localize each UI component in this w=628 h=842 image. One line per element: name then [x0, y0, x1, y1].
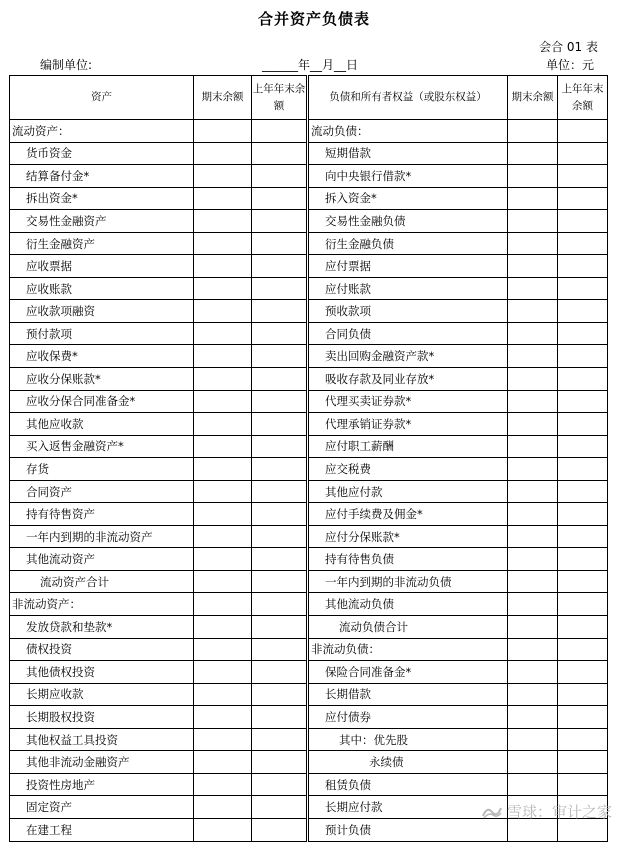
- liability-prev-balance-cell: [558, 706, 608, 729]
- meta-row: [0, 56, 628, 72]
- asset-end-balance-cell: [194, 255, 252, 278]
- asset-item-label: 应收款项融资: [10, 300, 194, 323]
- asset-prev-balance-cell: [252, 232, 308, 255]
- liability-item-label: 其他应付款: [308, 480, 508, 503]
- asset-prev-balance-cell: [252, 322, 308, 345]
- liability-prev-balance-cell: [558, 435, 608, 458]
- liability-end-balance-cell: [508, 255, 558, 278]
- table-row: [10, 773, 608, 796]
- liability-end-balance-cell: [508, 142, 558, 165]
- asset-item-label: 其他债权投资: [10, 661, 194, 684]
- liability-item-label: 应付账款: [308, 277, 508, 300]
- asset-item-label: 应收分保合同准备金*: [10, 390, 194, 413]
- liability-end-balance-cell: [508, 165, 558, 188]
- asset-item-label: 在建工程: [10, 818, 194, 841]
- liability-item-label: 预计负债: [308, 818, 508, 841]
- liability-prev-balance-cell: [558, 525, 608, 548]
- liability-end-balance-cell: [508, 322, 558, 345]
- liability-prev-balance-cell: [558, 413, 608, 436]
- table-row: [10, 165, 608, 188]
- asset-item-label: 拆出资金*: [10, 187, 194, 210]
- table-row: [10, 413, 608, 436]
- asset-end-balance-cell: [194, 458, 252, 481]
- asset-item-label: 存货: [10, 458, 194, 481]
- asset-prev-balance-cell: [252, 368, 308, 391]
- asset-item-label: 应收票据: [10, 255, 194, 278]
- asset-prev-balance-cell: [252, 142, 308, 165]
- table-row: [10, 570, 608, 593]
- liability-prev-balance-cell: [558, 368, 608, 391]
- table-row: [10, 728, 608, 751]
- liability-prev-balance-cell: [558, 683, 608, 706]
- table-row: [10, 142, 608, 165]
- liability-item-label: 应交税费: [308, 458, 508, 481]
- asset-end-balance-cell: [194, 120, 252, 143]
- liability-end-balance-cell: [508, 300, 558, 323]
- liability-prev-balance-cell: [558, 345, 608, 368]
- asset-prev-balance-cell: [252, 210, 308, 233]
- table-row: [10, 435, 608, 458]
- asset-end-balance-cell: [194, 683, 252, 706]
- liability-end-balance-cell: [508, 435, 558, 458]
- table-row: [10, 638, 608, 661]
- asset-end-balance-cell: [194, 593, 252, 616]
- liability-end-balance-cell: [508, 548, 558, 571]
- table-header-row: [10, 76, 608, 120]
- asset-end-balance-cell: [194, 818, 252, 841]
- table-row: [10, 390, 608, 413]
- asset-end-balance-cell: [194, 773, 252, 796]
- table-row: [10, 525, 608, 548]
- compiler-label: 编制单位:: [40, 58, 93, 72]
- asset-prev-balance-cell: [252, 413, 308, 436]
- liability-end-balance-cell: [508, 413, 558, 436]
- table-row: [10, 458, 608, 481]
- asset-end-balance-cell: [194, 796, 252, 819]
- table-row: [10, 706, 608, 729]
- liability-end-balance-cell: [508, 773, 558, 796]
- table-row: [10, 232, 608, 255]
- liability-item-label: 其他流动负债: [308, 593, 508, 616]
- asset-prev-balance-cell: [252, 503, 308, 526]
- table-row: [10, 187, 608, 210]
- asset-end-balance-cell: [194, 322, 252, 345]
- liability-item-label: 应付手续费及佣金*: [308, 503, 508, 526]
- liability-item-label: 应付票据: [308, 255, 508, 278]
- liability-end-balance-cell: [508, 210, 558, 233]
- liability-end-balance-cell: [508, 570, 558, 593]
- liability-end-balance-cell: [508, 751, 558, 774]
- table-row: [10, 368, 608, 391]
- asset-prev-balance-cell: [252, 593, 308, 616]
- asset-prev-balance-cell: [252, 120, 308, 143]
- col-header-liab: 负债和所有者权益（或股东权益）: [308, 76, 508, 120]
- liability-end-balance-cell: [508, 661, 558, 684]
- col-header-asset-end: 期末余额: [194, 76, 252, 120]
- asset-prev-balance-cell: [252, 390, 308, 413]
- liability-end-balance-cell: [508, 368, 558, 391]
- asset-item-label: 长期股权投资: [10, 706, 194, 729]
- liability-prev-balance-cell: [558, 728, 608, 751]
- asset-item-label: 衍生金融资产: [10, 232, 194, 255]
- asset-prev-balance-cell: [252, 706, 308, 729]
- asset-prev-balance-cell: [252, 187, 308, 210]
- asset-end-balance-cell: [194, 480, 252, 503]
- liability-end-balance-cell: [508, 458, 558, 481]
- liability-prev-balance-cell: [558, 210, 608, 233]
- asset-end-balance-cell: [194, 661, 252, 684]
- asset-prev-balance-cell: [252, 773, 308, 796]
- liability-item-label: 长期应付款: [308, 796, 508, 819]
- liability-end-balance-cell: [508, 120, 558, 143]
- asset-item-label: 非流动资产：: [10, 593, 194, 616]
- table-row: [10, 480, 608, 503]
- liability-item-label: 非流动负债：: [308, 638, 508, 661]
- col-header-liab-end: 期末余额: [508, 76, 558, 120]
- form-number: 会合 01 表: [539, 40, 598, 54]
- liability-item-label: 租赁负债: [308, 773, 508, 796]
- liability-end-balance-cell: [508, 706, 558, 729]
- asset-item-label: 债权投资: [10, 638, 194, 661]
- asset-end-balance-cell: [194, 706, 252, 729]
- col-header-asset-prev: 上年年末余额: [252, 76, 308, 120]
- asset-prev-balance-cell: [252, 818, 308, 841]
- asset-item-label: 持有待售资产: [10, 503, 194, 526]
- asset-end-balance-cell: [194, 210, 252, 233]
- liability-prev-balance-cell: [558, 300, 608, 323]
- liability-item-label: 应付职工薪酬: [308, 435, 508, 458]
- table-row: [10, 616, 608, 639]
- liability-end-balance-cell: [508, 616, 558, 639]
- asset-end-balance-cell: [194, 277, 252, 300]
- liability-prev-balance-cell: [558, 142, 608, 165]
- liability-end-balance-cell: [508, 480, 558, 503]
- liability-item-label: 预收款项: [308, 300, 508, 323]
- table-row: [10, 255, 608, 278]
- asset-end-balance-cell: [194, 345, 252, 368]
- liability-item-label: 短期借款: [308, 142, 508, 165]
- table-row: [10, 210, 608, 233]
- liability-end-balance-cell: [508, 345, 558, 368]
- table-row: [10, 661, 608, 684]
- asset-prev-balance-cell: [252, 165, 308, 188]
- liability-prev-balance-cell: [558, 322, 608, 345]
- liability-end-balance-cell: [508, 728, 558, 751]
- liability-item-label: 代理买卖证券款*: [308, 390, 508, 413]
- liability-prev-balance-cell: [558, 255, 608, 278]
- liability-prev-balance-cell: [558, 277, 608, 300]
- asset-item-label: 长期应收款: [10, 683, 194, 706]
- liability-item-label: 卖出回购金融资产款*: [308, 345, 508, 368]
- liability-item-label: 应付债券: [308, 706, 508, 729]
- asset-prev-balance-cell: [252, 728, 308, 751]
- liability-item-label: 流动负债合计: [308, 616, 508, 639]
- liability-item-label: 其中：优先股: [308, 728, 508, 751]
- table-row: [10, 683, 608, 706]
- col-header-asset: 资产: [10, 76, 194, 120]
- asset-item-label: 预付款项: [10, 322, 194, 345]
- table-row: [10, 593, 608, 616]
- asset-end-balance-cell: [194, 728, 252, 751]
- liability-end-balance-cell: [508, 638, 558, 661]
- liability-end-balance-cell: [508, 187, 558, 210]
- asset-item-label: 合同资产: [10, 480, 194, 503]
- liability-prev-balance-cell: [558, 187, 608, 210]
- asset-item-label: 买入返售金融资产*: [10, 435, 194, 458]
- table-row: [10, 300, 608, 323]
- asset-item-label: 其他权益工具投资: [10, 728, 194, 751]
- liability-end-balance-cell: [508, 593, 558, 616]
- asset-item-label: 流动资产合计: [10, 570, 194, 593]
- asset-item-label: 流动资产：: [10, 120, 194, 143]
- liability-prev-balance-cell: [558, 751, 608, 774]
- asset-prev-balance-cell: [252, 345, 308, 368]
- watermark-text: 雪球：审计之家: [506, 803, 612, 821]
- asset-prev-balance-cell: [252, 435, 308, 458]
- liability-end-balance-cell: [508, 390, 558, 413]
- asset-end-balance-cell: [194, 413, 252, 436]
- liability-item-label: 保险合同准备金*: [308, 661, 508, 684]
- liability-item-label: 拆入资金*: [308, 187, 508, 210]
- table-row: [10, 322, 608, 345]
- liability-prev-balance-cell: [558, 548, 608, 571]
- liability-item-label: 交易性金融负债: [308, 210, 508, 233]
- liability-prev-balance-cell: [558, 480, 608, 503]
- asset-end-balance-cell: [194, 165, 252, 188]
- table-row: [10, 120, 608, 143]
- liability-prev-balance-cell: [558, 503, 608, 526]
- liability-prev-balance-cell: [558, 616, 608, 639]
- asset-end-balance-cell: [194, 368, 252, 391]
- asset-item-label: 其他应收款: [10, 413, 194, 436]
- asset-prev-balance-cell: [252, 570, 308, 593]
- asset-end-balance-cell: [194, 232, 252, 255]
- table-row: [10, 345, 608, 368]
- asset-prev-balance-cell: [252, 616, 308, 639]
- asset-end-balance-cell: [194, 570, 252, 593]
- asset-end-balance-cell: [194, 503, 252, 526]
- liability-prev-balance-cell: [558, 165, 608, 188]
- table-row: [10, 503, 608, 526]
- liability-item-label: 应付分保账款*: [308, 525, 508, 548]
- asset-prev-balance-cell: [252, 548, 308, 571]
- liability-prev-balance-cell: [558, 458, 608, 481]
- liability-end-balance-cell: [508, 503, 558, 526]
- asset-item-label: 应收保费*: [10, 345, 194, 368]
- asset-prev-balance-cell: [252, 683, 308, 706]
- asset-item-label: 应收账款: [10, 277, 194, 300]
- asset-end-balance-cell: [194, 548, 252, 571]
- asset-item-label: 固定资产: [10, 796, 194, 819]
- liability-prev-balance-cell: [558, 120, 608, 143]
- liability-item-label: 代理承销证券款*: [308, 413, 508, 436]
- snowball-logo-icon: [481, 804, 503, 820]
- balance-sheet-table: [9, 75, 608, 842]
- asset-prev-balance-cell: [252, 480, 308, 503]
- liability-item-label: 流动负债：: [308, 120, 508, 143]
- liability-item-label: 长期借款: [308, 683, 508, 706]
- table-row: [10, 548, 608, 571]
- col-header-liab-prev: 上年年末余额: [558, 76, 608, 120]
- liability-prev-balance-cell: [558, 390, 608, 413]
- asset-item-label: 其他流动资产: [10, 548, 194, 571]
- asset-item-label: 一年内到期的非流动资产: [10, 525, 194, 548]
- asset-end-balance-cell: [194, 616, 252, 639]
- asset-end-balance-cell: [194, 638, 252, 661]
- liability-end-balance-cell: [508, 277, 558, 300]
- liability-end-balance-cell: [508, 683, 558, 706]
- liability-item-label: 吸收存款及同业存放*: [308, 368, 508, 391]
- liability-item-label: 一年内到期的非流动负债: [308, 570, 508, 593]
- asset-prev-balance-cell: [252, 796, 308, 819]
- liability-item-label: 合同负债: [308, 322, 508, 345]
- asset-item-label: 结算备付金*: [10, 165, 194, 188]
- liability-end-balance-cell: [508, 525, 558, 548]
- liability-prev-balance-cell: [558, 638, 608, 661]
- unit-label: 单位：元: [545, 58, 594, 72]
- asset-item-label: 发放贷款和垫款*: [10, 616, 194, 639]
- asset-item-label: 其他非流动金融资产: [10, 751, 194, 774]
- asset-prev-balance-cell: [252, 751, 308, 774]
- asset-item-label: 货币资金: [10, 142, 194, 165]
- asset-end-balance-cell: [194, 300, 252, 323]
- asset-end-balance-cell: [194, 142, 252, 165]
- liability-prev-balance-cell: [558, 661, 608, 684]
- asset-end-balance-cell: [194, 390, 252, 413]
- liability-item-label: 衍生金融负债: [308, 232, 508, 255]
- date-label: ______年__月__日: [262, 58, 359, 72]
- asset-end-balance-cell: [194, 435, 252, 458]
- table-row: [10, 277, 608, 300]
- asset-prev-balance-cell: [252, 277, 308, 300]
- liability-item-label: 向中央银行借款*: [308, 165, 508, 188]
- asset-end-balance-cell: [194, 187, 252, 210]
- asset-item-label: 交易性金融资产: [10, 210, 194, 233]
- asset-prev-balance-cell: [252, 661, 308, 684]
- liability-prev-balance-cell: [558, 232, 608, 255]
- asset-prev-balance-cell: [252, 300, 308, 323]
- liability-end-balance-cell: [508, 232, 558, 255]
- asset-prev-balance-cell: [252, 638, 308, 661]
- asset-item-label: 应收分保账款*: [10, 368, 194, 391]
- page-title: 合并资产负债表: [257, 10, 370, 28]
- asset-prev-balance-cell: [252, 255, 308, 278]
- liability-item-label: 永续债: [308, 751, 508, 774]
- liability-prev-balance-cell: [558, 773, 608, 796]
- liability-item-label: 持有待售负债: [308, 548, 508, 571]
- asset-prev-balance-cell: [252, 458, 308, 481]
- asset-end-balance-cell: [194, 525, 252, 548]
- asset-end-balance-cell: [194, 751, 252, 774]
- table-row: [10, 751, 608, 774]
- asset-item-label: 投资性房地产: [10, 773, 194, 796]
- liability-prev-balance-cell: [558, 593, 608, 616]
- asset-prev-balance-cell: [252, 525, 308, 548]
- liability-prev-balance-cell: [558, 570, 608, 593]
- watermark: [481, 801, 612, 822]
